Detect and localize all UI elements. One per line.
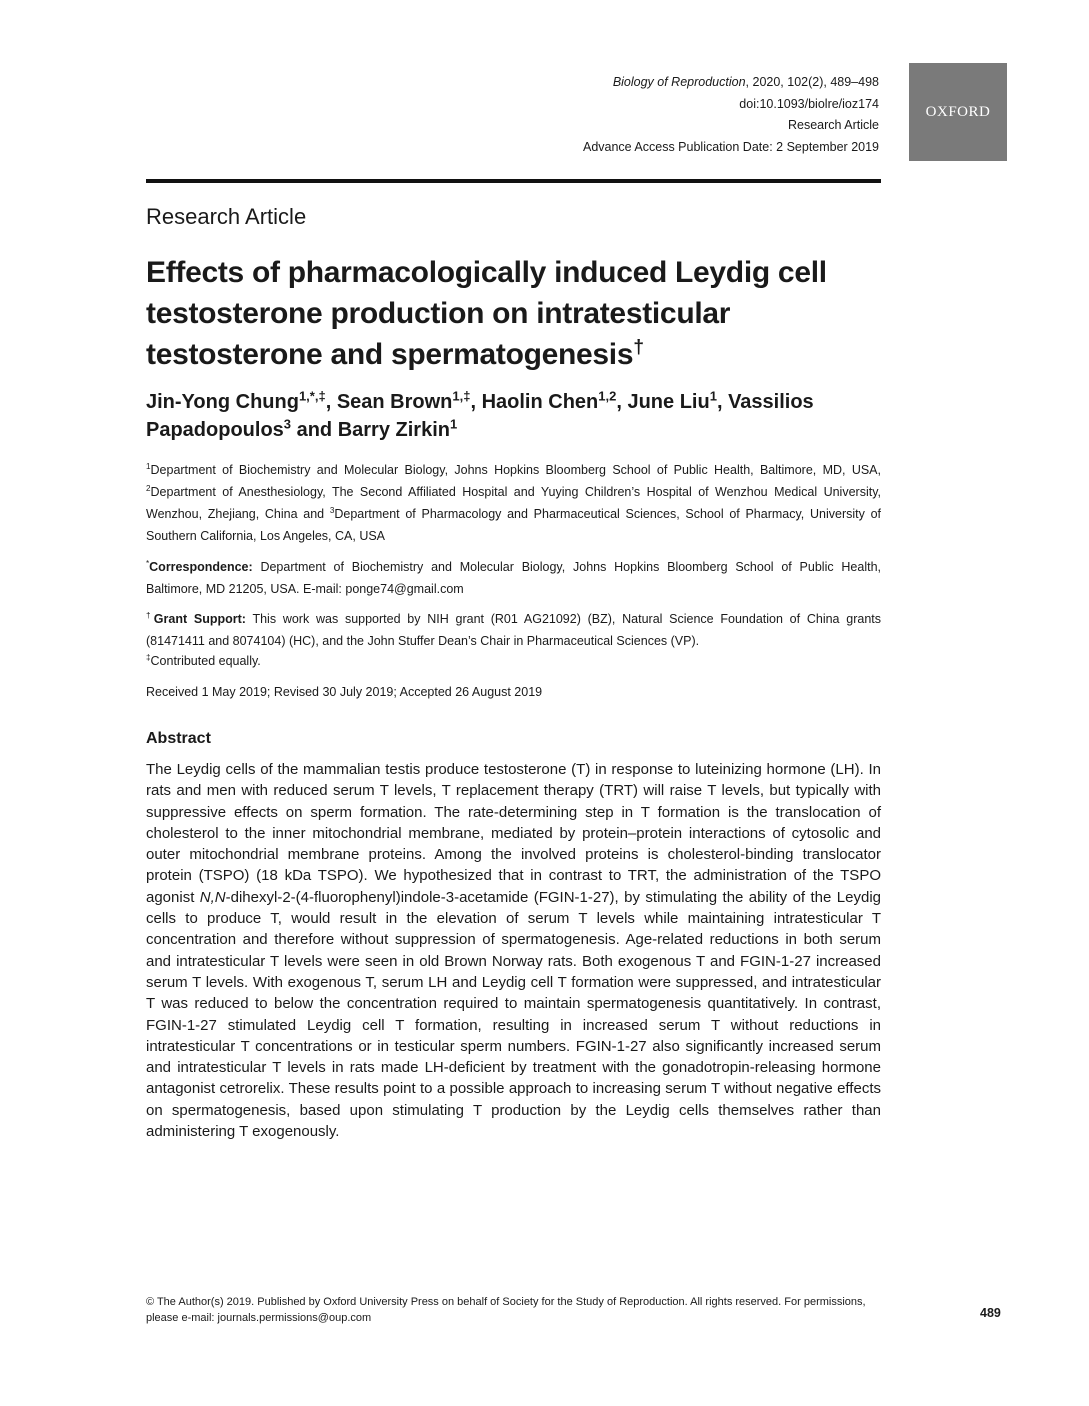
author-name[interactable]: Barry Zirkin xyxy=(337,419,450,441)
author-name[interactable]: Sean Brown xyxy=(336,391,453,413)
author-affiliation-mark: 1 xyxy=(449,416,458,432)
affiliation-mark: 3 xyxy=(329,505,335,515)
author-list: Jin-Yong Chung$^{1,*,\ddagger}$, Sean Brown$^{1,\ddagger}$, Haolin Chen$^{1,2}$, June Liu$^1$, Vassilios Papadopoulos$^3$ and Barry Zirkin$^1$ xyxy=(146,388,814,441)
author-name[interactable]: June Liu xyxy=(627,391,710,413)
citation: , 2020, 102(2), 489–498 xyxy=(745,75,879,89)
publication-date: Advance Access Publication Date: 2 September 2019 xyxy=(582,139,879,154)
affiliation-text: Department of Pharmacology and Pharmaceutical Sciences, School of Pharmacy, University of Southern California, Los Angeles, CA, USA xyxy=(146,507,881,543)
author-affiliation-mark: 1 xyxy=(709,388,717,404)
grant-support xyxy=(146,608,881,652)
author-affiliation-mark: 3 xyxy=(283,416,292,432)
affiliation-mark: 1 xyxy=(146,461,151,471)
affiliation-mark: 2 xyxy=(146,483,151,493)
header-rule xyxy=(146,179,881,183)
correspondence-label: Correspondence: xyxy=(149,560,253,574)
abstract-body xyxy=(146,759,881,1142)
author-name[interactable]: Jin-Yong Chung xyxy=(146,391,299,413)
grant-label: Grant Support: xyxy=(153,612,246,626)
abstract-text-part1: The Leydig cells of the mammalian testis produce testosterone (T) in response to luteinizing hormone (LH). In rats and men with reduced serum T levels, T replacement therapy (TRT) will raise T levels, but typically with suppressive effects on sperm formation. The rate-determining step in T formation is the translocation of cholesterol to the inner mitochondrial membrane, mediated by protein–protein interactions of cytosolic and outer mitochondrial membrane proteins. Among the involved proteins is cholesterol-binding translocator protein (TSPO) (18 kDa TSPO). We hypothesized that in contrast to TRT, the administration of the TSPO agonist xyxy=(146,761,881,906)
correspondence xyxy=(146,556,881,600)
oxford-logo-text: OXFORD xyxy=(925,103,991,120)
oxford-logo[interactable] xyxy=(909,63,1007,161)
article-title xyxy=(146,252,886,375)
equal-contribution-mark: ‡ xyxy=(146,652,151,662)
title-footnote-mark[interactable]: † xyxy=(633,336,644,358)
abstract-text-part2: -dihexyl-2-(4-fluorophenyl)indole-3-acetamide (FGIN-1-27), by stimulating the ability of the Leydig cells to produce T, would result in the elevation of serum T levels while maintaining intratesticular T concentration and therefore without suppression of spermatogenesis. Age-related reductions in both serum and intratesticular T levels were seen in old Brown Norway rats. Both exogenous T and FGIN-1-27 increased serum T levels. With exogenous T, serum LH and Leydig cell T formation were suppressed, and intratesticular T was reduced to below the concentration required to maintain spermatogenesis quantitatively. In contrast, FGIN-1-27 stimulated Leydig cell T formation, resulting in increased serum T without reductions in intratesticular T concentrations or in testicular sperm numbers. FGIN-1-27 also significantly increased serum and intratesticular T levels in rats made LH-deficient by treatment with the gonadotropin-releasing hormone antagonist cetrorelix. These results point to a possible approach to increasing serum T without negative effects on spermatogenesis, based upon stimulating T production by the Leydig cells themselves rather than administering T exogenously. xyxy=(146,888,881,1141)
grant-text: This work was supported by NIH grant (R01 AG21092) (BZ), Natural Science Foundation of China grants (81471411 and 8074104) (HC), and the John Stuffer Dean’s Chair in Pharmaceutical Sciences (VP). xyxy=(146,612,881,648)
correspondence-mark: * xyxy=(146,558,150,568)
author-affiliation-mark: 1,*,‡ xyxy=(298,388,326,404)
equal-contribution-note xyxy=(146,652,881,670)
journal-citation xyxy=(379,72,879,94)
abstract-heading: Abstract xyxy=(146,730,211,747)
author-name[interactable]: Vassilios Papadopoulos xyxy=(146,391,814,441)
author-name[interactable]: Haolin Chen xyxy=(481,391,599,413)
section-label: Research Article xyxy=(146,204,307,229)
copyright-footer: © The Author(s) 2019. Published by Oxford University Press on behalf of Society for the Study of Reproduction. All rights reserved. For permissions, please e-mail: journals.permissions@oup.com xyxy=(146,1296,866,1324)
abstract-italic-term: N,N xyxy=(199,888,226,906)
doi[interactable]: doi:10.1093/biolre/ioz174 xyxy=(739,96,879,111)
author-affiliation-mark: 1,‡ xyxy=(452,388,471,404)
equal-contribution-text: Contributed equally. xyxy=(150,654,261,668)
affiliation-text: Department of Biochemistry and Molecular Biology, Johns Hopkins Bloomberg School of Public Health, Baltimore, MD, USA, xyxy=(150,463,881,477)
article-dates: Received 1 May 2019; Revised 30 July 2019; Accepted 26 August 2019 xyxy=(146,685,543,699)
grant-mark: † xyxy=(146,610,154,620)
page-number: 489 xyxy=(980,1306,1001,1320)
affiliations xyxy=(146,459,881,547)
correspondence-text: Department of Biochemistry and Molecular Biology, Johns Hopkins Bloomberg School of Public Health, Baltimore, MD 21205, USA. E-mail: ponge74@gmail.com xyxy=(146,560,881,596)
affiliation-text: Department of Anesthesiology, The Second Affiliated Hospital and Yuying Children’s Hospital of Wenzhou Medical University, Wenzhou, Zhejiang, China and xyxy=(146,485,881,521)
title-text: Effects of pharmacologically induced Leydig cell testosterone production on intratesticular testosterone and spermatogenesis xyxy=(146,256,827,371)
article-type: Research Article xyxy=(787,118,879,132)
journal-header xyxy=(379,72,879,158)
author-affiliation-mark: 1,2 xyxy=(598,388,617,404)
journal-name: Biology of Reproduction xyxy=(612,75,746,89)
